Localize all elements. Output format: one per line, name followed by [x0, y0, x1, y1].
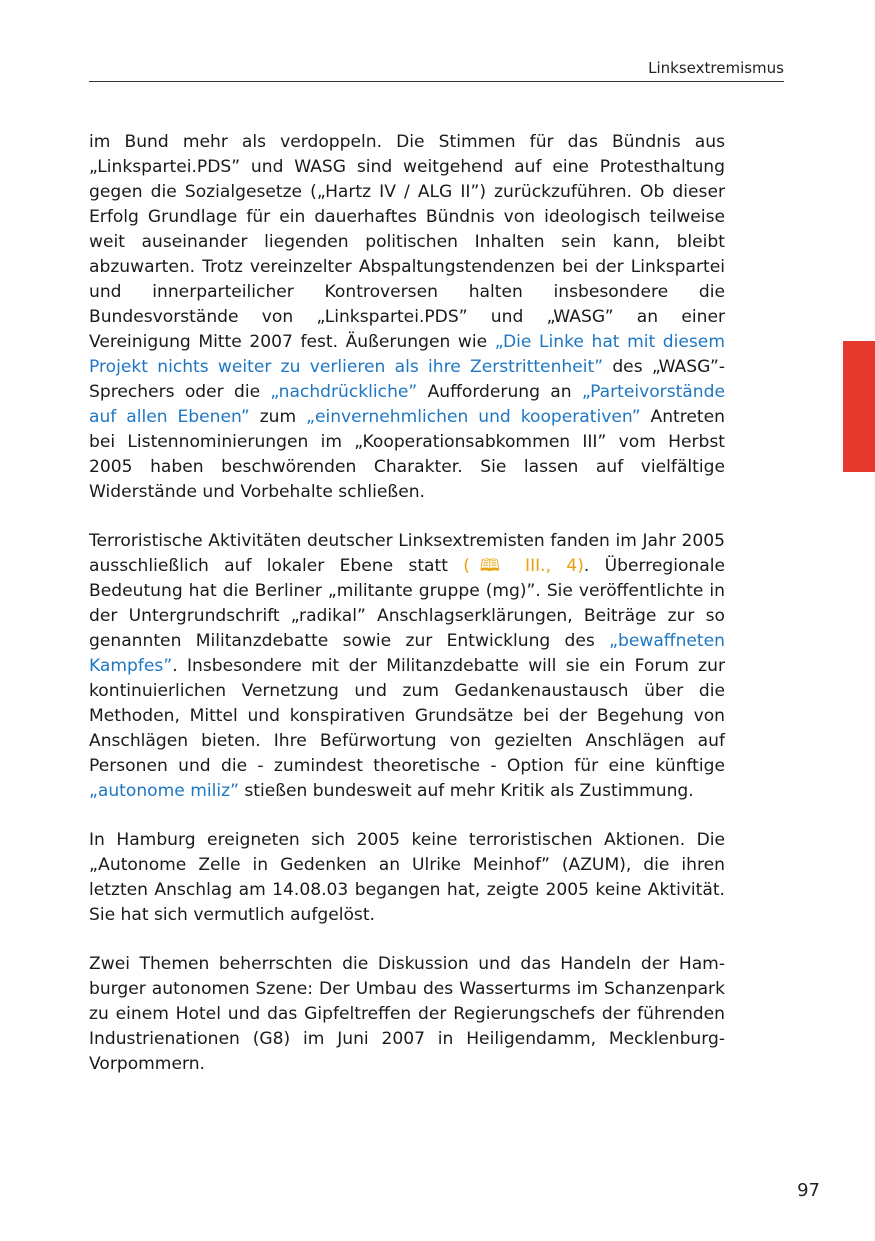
- emphasis: Abspaltungstendenzen: [358, 257, 556, 277]
- running-header: Linksextremismus: [648, 59, 784, 77]
- text-run: stießen bundesweit auf: [238, 781, 450, 801]
- body-text: [89, 130, 725, 1101]
- emphasis: Heiligendamm,: [466, 1029, 597, 1049]
- emphasis: Gipfeltreffen der Regierungschefs der führenden Industrienationen: [89, 1004, 725, 1049]
- emphasis: Umbau des Wasserturms: [355, 979, 571, 999]
- text-run: Anschlagserklärungen, Beiträge zur so genannten: [89, 606, 725, 651]
- text-run: zum: [249, 407, 307, 427]
- text-run: bei der Linkspartei: [555, 257, 725, 277]
- page-number: 97: [797, 1180, 820, 1201]
- emphasis: Terroristische Aktivitäten: [89, 531, 302, 551]
- emphasis: zu einem Hotel: [89, 1004, 221, 1024]
- text-run: . Insbesondere mit der Militanzdebatte will sie ein Forum zur kontinuierlichen Vernetzung und zum Gedankenaustausch über die Methoden, Mittel und konspirativen Grundsätze bei der Begehung von Anschlägen bieten. Ihre Befürwortung von: [89, 656, 725, 751]
- text-run: Antreten bei Listennominierungen im „Kooperationsabkommen III” vom Herbst 2005 haben beschwörenden Charakter. Sie lassen auf vielfältige Widerstände und Vorbehalte schließen.: [89, 407, 725, 502]
- text-run: . Überregionale Bedeutung hat die: [89, 556, 725, 601]
- text-run: statt: [393, 556, 464, 576]
- emphasis: G8: [259, 1029, 284, 1049]
- quoted-statement: „einvernehmlichen und kooperativen”: [306, 407, 641, 427]
- text-run: In: [89, 830, 117, 850]
- text-run: Zwei Themen beherrschten die Diskussion und das Handeln der Hamburger autonomen Szene: Der: [89, 954, 725, 999]
- text-run: halten insbesondere die Bundesvorstände von „Linkspartei.PDS” und „WASG” an einer Vereinigung Mitte 2007 fest. Äußerungen wie: [89, 282, 725, 352]
- quoted-statement: „autonome miliz”: [89, 781, 239, 801]
- emphasis: im Bund mehr als verdoppeln: [89, 132, 377, 152]
- text-run: ) im Juni 2007 in: [283, 1029, 467, 1049]
- text-run: und das: [220, 1004, 305, 1024]
- text-run: Aufforderung an: [417, 382, 582, 402]
- section-tab-marker: [843, 341, 875, 472]
- text-run: . Sie veröffentlichte in der: [89, 581, 725, 626]
- emphasis: keine terroristischen Aktionen: [411, 830, 680, 850]
- emphasis: Hamburg: [116, 830, 196, 850]
- emphasis: gezielten Anschlägen auf Personen: [89, 731, 725, 776]
- emphasis: Berliner „militante gruppe (mg)”: [254, 581, 536, 601]
- paragraph: [89, 952, 725, 1077]
- cross-reference[interactable]: (🕮 III., 4): [463, 556, 584, 576]
- paragraph: [89, 828, 725, 928]
- text-run: ereigneten sich 2005: [195, 830, 412, 850]
- emphasis: ausschließlich auf lokaler Ebene: [89, 556, 394, 576]
- header-rule: [89, 81, 784, 82]
- text-run: .: [688, 781, 694, 801]
- text-run: des „WASG”-Sprechers oder die: [89, 357, 725, 402]
- emphasis: Untergrundschrift „radikal”: [128, 606, 366, 626]
- text-run: sowie zur Entwicklung des: [328, 631, 610, 651]
- text-run: und die - zumindest theoretische -: [167, 756, 507, 776]
- text-run: (: [239, 1029, 260, 1049]
- quoted-statement: „bewaffneten Kampfes”: [89, 631, 725, 676]
- emphasis: und innerparteilicher Kontroversen: [89, 282, 438, 302]
- emphasis: Militanzdebatte: [195, 631, 329, 651]
- paragraph: [89, 130, 725, 505]
- quoted-statement: „Die Linke hat mit diesem Projekt nichts weiter zu verlieren als ihre Zerstrittenheit”: [89, 332, 725, 377]
- emphasis: mehr Kritik als Zustimmung: [449, 781, 689, 801]
- paragraph: [89, 529, 725, 804]
- text-run: . Die Stimmen für das Bündnis aus „Linkspartei.PDS” und WASG sind weitgehend auf eine Protesthaltung gegen die Sozialgesetze („Hartz IV / ALG II”) zurückzuführen. Ob dieser Erfolg Grundlage für ein dauerhaftes Bündnis von ideologisch teilweise weit auseinander liegenden politischen Inhalten sein kann, bleibt abzuwarten. Trotz vereinzelter: [89, 132, 725, 277]
- text-run: . Die „Autonome Zelle in Gedenken an Ulrike Meinhof” (AZUM), die ihren letzten Anschlag am 14.08.03 begangen hat, zeigte 2005 keine Aktivität. Sie hat sich vermutlich aufgelöst.: [89, 830, 726, 925]
- quoted-statement: „nachdrückliche”: [270, 382, 418, 402]
- emphasis: Option für eine künftige: [506, 756, 725, 776]
- text-run: im Schanzenpark: [570, 979, 725, 999]
- text-run: Mecklenburg-Vorpommern.: [89, 1029, 726, 1074]
- quoted-statement: „Parteivorstände auf allen Ebenen”: [89, 382, 725, 427]
- text-run: deutscher Linksextremisten fanden im Jahr 2005: [301, 531, 725, 551]
